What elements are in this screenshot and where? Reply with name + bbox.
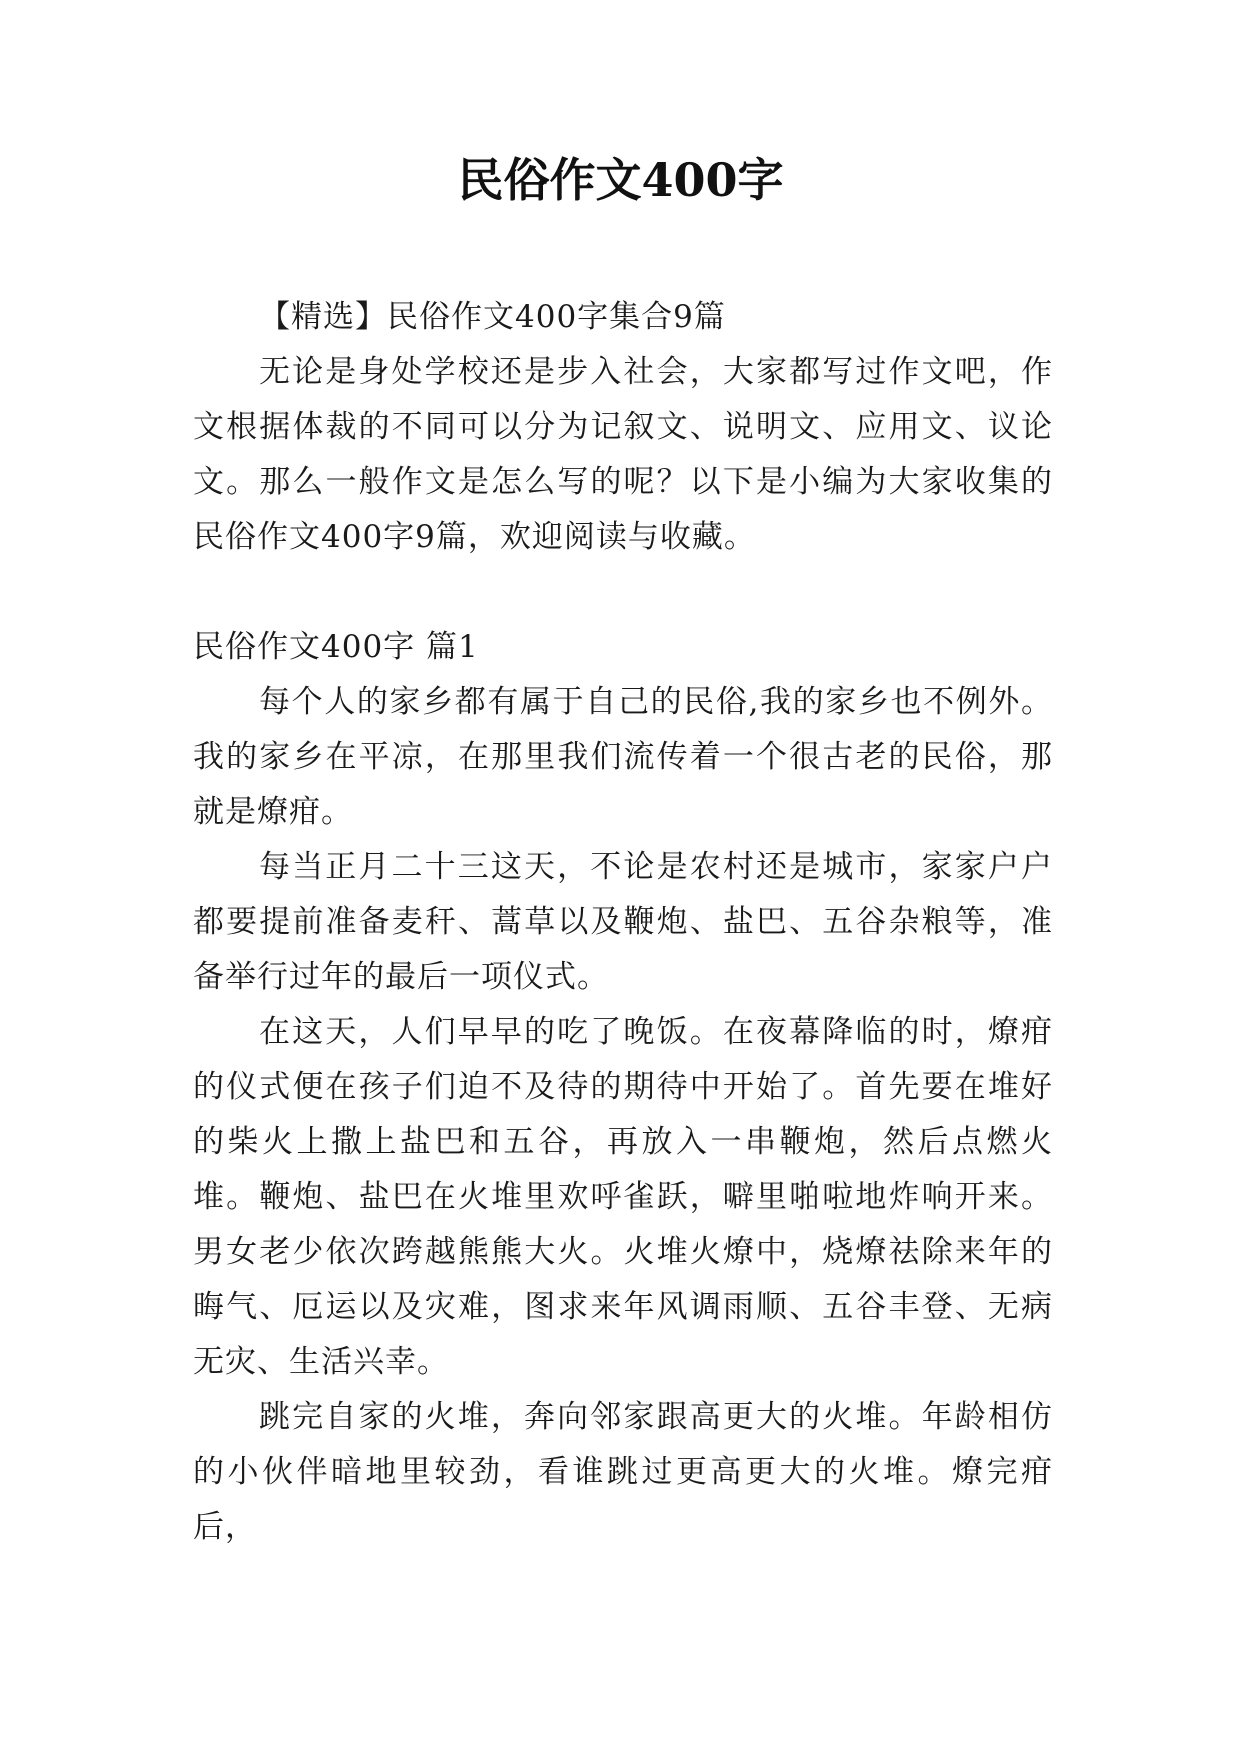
document-body bbox=[193, 290, 1053, 1555]
body-paragraph-4: 跳完自家的火堆，奔向邻家跟高更大的火堆。年龄相仿的小伙伴暗地里较劲，看谁跳过更高更大的火堆。燎完疳后， bbox=[193, 1399, 1053, 1545]
document-title: 民俗作文400字 bbox=[457, 153, 784, 207]
document-subtitle: 【精选】民俗作文400字集合9篇 bbox=[259, 299, 726, 335]
section-heading: 民俗作文400字 篇1 bbox=[193, 629, 479, 665]
body-paragraph-1: 每个人的家乡都有属于自己的民俗,我的家乡也不例外。我的家乡在平凉，在那里我们流传着一个很古老的民俗，那就是燎疳。 bbox=[193, 684, 1053, 830]
intro-paragraph: 无论是身处学校还是步入社会，大家都写过作文吧，作文根据体裁的不同可以分为记叙文、说明文、应用文、议论文。那么一般作文是怎么写的呢？以下是小编为大家收集的民俗作文400字9篇，欢迎阅读与收藏。 bbox=[193, 354, 1053, 555]
body-paragraph-3: 在这天，人们早早的吃了晚饭。在夜幕降临的时，燎疳的仪式便在孩子们迫不及待的期待中开始了。首先要在堆好的柴火上撒上盐巴和五谷，再放入一串鞭炮，然后点燃火堆。鞭炮、盐巴在火堆里欢呼雀跃，噼里啪啦地炸响开来。男女老少依次跨越熊熊大火。火堆火燎中，烧燎祛除来年的晦气、厄运以及灾难，图求来年风调雨顺、五谷丰登、无病无灾、生活兴幸。 bbox=[193, 1014, 1053, 1380]
body-paragraph-2: 每当正月二十三这天，不论是农村还是城市，家家户户都要提前准备麦秆、蒿草以及鞭炮、盐巴、五谷杂粮等，准备举行过年的最后一项仪式。 bbox=[193, 849, 1053, 995]
